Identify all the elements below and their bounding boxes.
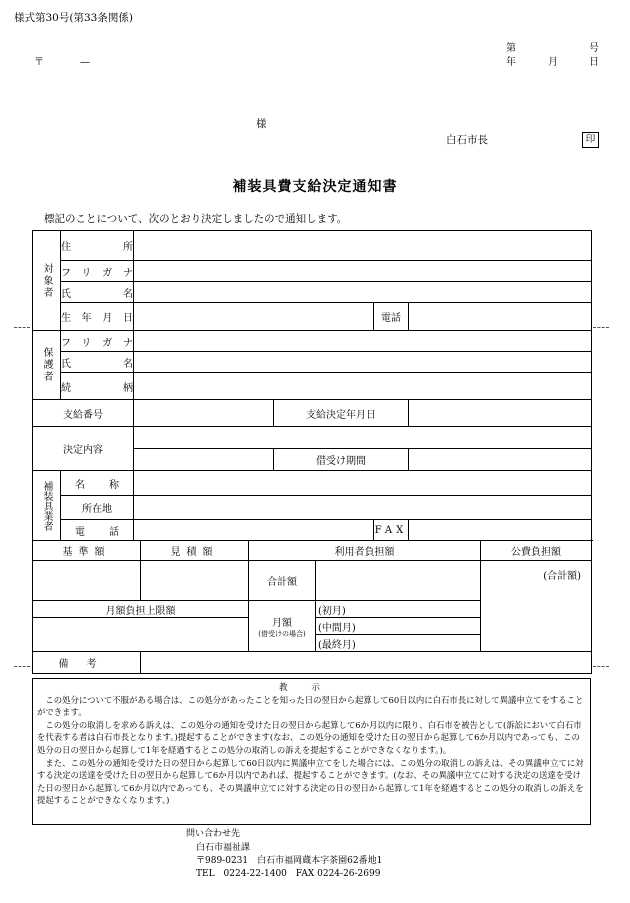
payment-number-label: 支給番号	[33, 400, 134, 427]
vendor-phone-label: 電話	[61, 520, 134, 541]
doc-number-go: 号	[589, 43, 599, 54]
seal-mark: 印	[582, 132, 599, 148]
form-id: 様式第30号(第33条関係)	[14, 12, 133, 24]
contact-heading: 問い合わせ先	[186, 829, 241, 839]
date-month: 月	[548, 57, 558, 68]
page-title: 補装具費支給決定通知書	[232, 179, 398, 195]
remarks-label: 備考	[33, 652, 141, 674]
decision-date-field[interactable]	[409, 400, 592, 427]
guardian-group: 保護者	[33, 331, 61, 400]
decision-content-field[interactable]	[134, 427, 592, 449]
contact-phone-fax: TEL 0224-22-1400 FAX 0224-26-2699	[196, 869, 381, 879]
rental-period-label: 借受け期間	[274, 449, 409, 471]
vendor-group: 補装具業者	[33, 471, 61, 541]
decision-content-field-2[interactable]	[134, 449, 274, 471]
relation-field[interactable]	[134, 373, 592, 400]
remarks-field[interactable]	[141, 652, 592, 674]
vendor-name-label: 名称	[61, 471, 134, 496]
form-table	[32, 230, 592, 541]
furigana-label: フリガナ	[61, 261, 134, 282]
monthly-cap-field[interactable]	[33, 618, 249, 652]
birthdate-field[interactable]	[134, 303, 374, 331]
decision-content-label: 決定内容	[33, 427, 134, 471]
notice-heading: 教示	[279, 682, 344, 692]
date-year: 年	[506, 57, 516, 68]
issuer: 白石市長	[446, 134, 488, 146]
subject-group: 対象者	[33, 231, 61, 331]
vendor-name-field[interactable]	[134, 471, 592, 496]
address-label: 住所	[61, 231, 134, 261]
addressee-suffix: 様	[256, 118, 267, 130]
relation-label: 続柄	[61, 373, 134, 400]
user-burden-label: 利用者負担額	[249, 541, 481, 561]
contact-address: 〒989-0231 白石市福岡蔵本字茶園62番地1	[196, 856, 383, 866]
birthdate-label: 生年月日	[61, 303, 134, 331]
notice-paragraph: この処分の取消しを求める訴えは、この処分の通知を受けた日の翌日から起算して6か月以内に限り、白石市を被告として(訴訟において白石市を代表する者は白石市長となります。)提起することができます(なお、この処分の通知を受けた日の翌日から起算して6か月以内であっても、この処分の日の翌日から起算して1年を経過するとこの処分の取消しの訴えを提起することができなくなります。)。	[37, 719, 582, 755]
guardian-furigana-field[interactable]	[134, 331, 592, 352]
notice-box	[32, 678, 591, 825]
address-field[interactable]	[134, 231, 592, 261]
payment-number-field[interactable]	[134, 400, 274, 427]
vendor-phone-field[interactable]	[134, 520, 374, 541]
intro-text: 標記のことについて、次のとおり決定しましたので通知します。	[44, 213, 348, 225]
name-field[interactable]	[134, 282, 592, 303]
vendor-fax-field[interactable]	[409, 520, 592, 541]
decision-date-label: 支給決定年月日	[274, 400, 409, 427]
postal-mark: 〒	[34, 57, 44, 68]
vendor-location-field[interactable]	[134, 496, 592, 520]
public-total-label: (合計額)	[543, 571, 581, 582]
middle-month-field[interactable]: (中間月)	[316, 618, 481, 635]
vendor-location-label: 所在地	[61, 496, 134, 520]
cut-mark-right	[593, 666, 609, 667]
estimate-amount-field[interactable]	[141, 561, 249, 601]
guardian-furigana-label: フリガナ	[61, 331, 134, 352]
total-label: 合計額	[249, 561, 316, 601]
cut-mark-left	[14, 666, 30, 667]
phone-field[interactable]	[409, 303, 592, 331]
postal-dash: —	[80, 57, 90, 68]
public-burden-field[interactable]	[481, 561, 592, 652]
notice-paragraph: また、この処分の通知を受けた日の翌日から起算して60日以内に異議申立てをした場合には、この処分の取消しの訴えは、その異議申立てに対する決定の送達を受けた日の翌日から起算して6か月以内であれば、提起することができます。(なお、その異議申立てに対する決定の送達を受けた日の翌日から起算して6か月以内であっても、その異議申立てに対する決定の日の翌日から起算して1年を経過するとこの処分の取消しの訴えを提起することができなくなります。)	[37, 757, 584, 806]
estimate-amount-label: 見積額	[141, 541, 249, 561]
first-month-field[interactable]: (初月)	[316, 601, 481, 618]
guardian-name-field[interactable]	[134, 352, 592, 373]
standard-amount-label: 基準額	[33, 541, 141, 561]
notice-paragraph: この処分について不服がある場合は、この処分があったことを知った日の翌日から起算して60日以内に白石市長に対して異議申立てをすることができます。	[37, 694, 584, 718]
total-field[interactable]	[316, 561, 481, 601]
cut-mark-left	[14, 327, 30, 328]
date-day: 日	[589, 57, 599, 68]
name-label: 氏名	[61, 282, 134, 303]
contact-dept: 白石市福祉課	[196, 843, 251, 853]
public-burden-label: 公費負担額	[481, 541, 592, 561]
doc-number-dai: 第	[506, 43, 516, 54]
furigana-field[interactable]	[134, 261, 592, 282]
monthly-cap-label: 月額負担上限額	[33, 601, 249, 618]
vendor-fax-label: FAX	[374, 520, 409, 541]
standard-amount-field[interactable]	[33, 561, 141, 601]
amounts-table	[32, 540, 592, 674]
last-month-field[interactable]: (最終月)	[316, 635, 481, 652]
phone-label: 電話	[374, 303, 409, 331]
guardian-name-label: 氏名	[61, 352, 134, 373]
cut-mark-right	[593, 327, 609, 328]
rental-case-note: (借受けの場合)	[258, 629, 306, 638]
rental-period-field[interactable]	[409, 449, 592, 471]
monthly-label: 月額 (借受けの場合)	[249, 601, 316, 652]
